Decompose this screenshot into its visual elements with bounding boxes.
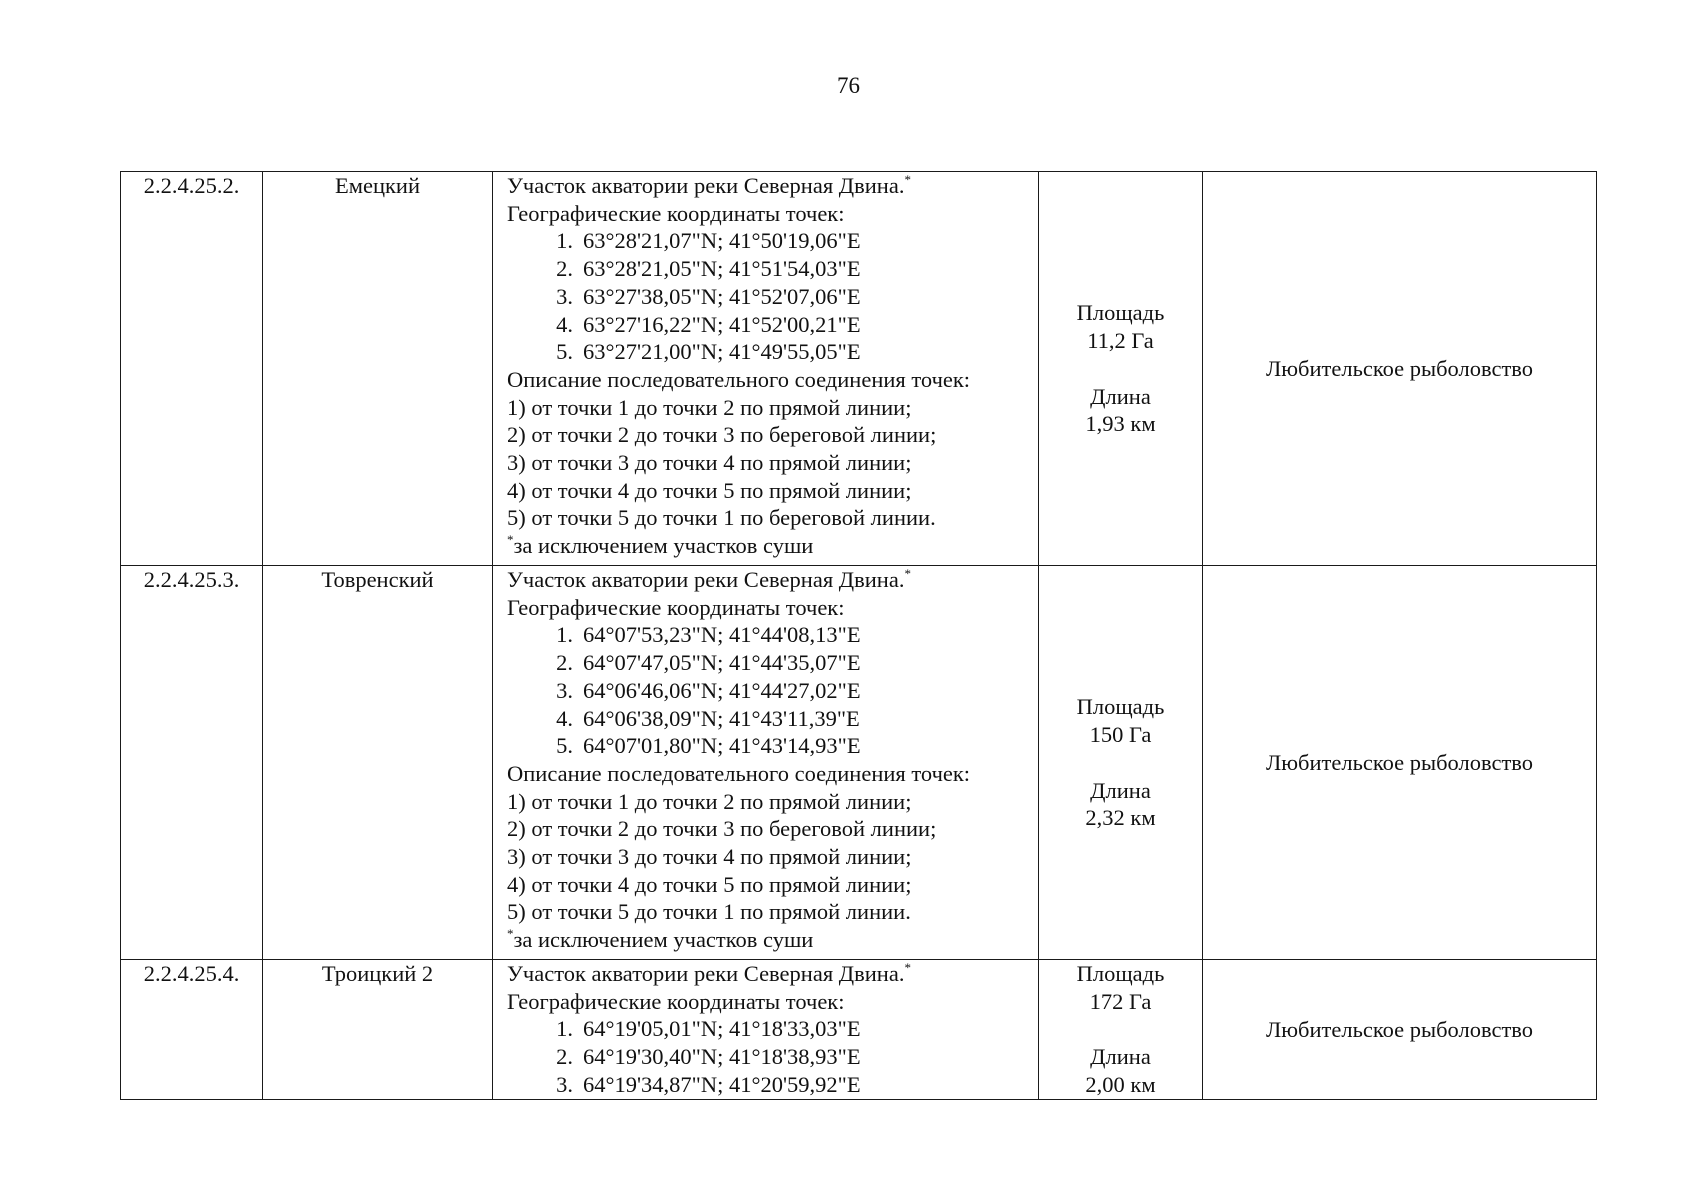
usage-type: Любительское рыболовство bbox=[1203, 566, 1597, 960]
area-name: Товренский bbox=[263, 566, 493, 960]
list-item bbox=[549, 227, 1034, 255]
description-title-line bbox=[507, 566, 1034, 594]
area-description bbox=[493, 172, 1039, 566]
coordinate-value: 64°07'53,23"N; 41°44'08,13"E bbox=[583, 622, 861, 648]
area-value: 150 Га bbox=[1089, 721, 1152, 747]
connection-step: 1) от точки 1 до точки 2 по прямой линии; bbox=[507, 394, 912, 420]
description-title: Участок акватории реки Северная Двина. bbox=[507, 567, 905, 592]
coordinates-list bbox=[507, 1015, 1034, 1098]
list-item bbox=[549, 283, 1034, 311]
coordinate-index: 1. bbox=[556, 622, 573, 648]
area-parameters bbox=[1039, 172, 1203, 566]
description-title: Участок акватории реки Северная Двина. bbox=[507, 961, 905, 986]
coordinates-list bbox=[507, 621, 1034, 760]
connection-label: Описание последовательного соединения точек: bbox=[507, 366, 971, 392]
connection-step: 4) от точки 4 до точки 5 по прямой линии; bbox=[507, 871, 912, 897]
connection-label: Описание последовательного соединения точек: bbox=[507, 760, 971, 786]
coordinate-value: 64°06'46,06"N; 41°44'27,02"E bbox=[583, 677, 861, 703]
description-title: Участок акватории реки Северная Двина. bbox=[507, 173, 905, 198]
connection-step: 2) от точки 2 до точки 3 по береговой линии; bbox=[507, 422, 937, 448]
connection-step: 3) от точки 3 до точки 4 по прямой линии; bbox=[507, 844, 912, 870]
coordinate-index: 5. bbox=[556, 733, 573, 759]
coordinate-index: 1. bbox=[556, 228, 573, 254]
footnote-line bbox=[507, 532, 1034, 560]
fishing-areas-table bbox=[120, 171, 1597, 1100]
list-item bbox=[549, 649, 1034, 677]
coordinate-index: 4. bbox=[556, 311, 573, 337]
connection-step: 2) от точки 2 до точки 3 по береговой линии; bbox=[507, 816, 937, 842]
list-item bbox=[549, 621, 1034, 649]
param-spacer bbox=[1039, 1015, 1202, 1043]
coordinates-label: Географические координаты точек: bbox=[507, 988, 845, 1014]
description-title-line bbox=[507, 960, 1034, 988]
coordinate-index: 3. bbox=[556, 283, 573, 309]
list-item bbox=[549, 1071, 1034, 1099]
length-label: Длина bbox=[1090, 777, 1151, 803]
footnote-text: за исключением участков суши bbox=[513, 927, 814, 953]
coordinate-index: 3. bbox=[556, 1071, 573, 1097]
usage-type: Любительское рыболовство bbox=[1203, 172, 1597, 566]
coordinates-label: Географические координаты точек: bbox=[507, 200, 845, 226]
table-row bbox=[121, 960, 1597, 1100]
coordinate-value: 64°06'38,09"N; 41°43'11,39"E bbox=[583, 705, 860, 731]
coordinate-index: 2. bbox=[556, 650, 573, 676]
coordinate-value: 64°19'30,40"N; 41°18'38,93"E bbox=[583, 1044, 861, 1070]
coordinate-value: 64°07'01,80"N; 41°43'14,93"E bbox=[583, 733, 861, 759]
usage-type: Любительское рыболовство bbox=[1203, 960, 1597, 1100]
connection-step: 5) от точки 5 до точки 1 по береговой линии. bbox=[507, 505, 936, 531]
list-item bbox=[549, 1043, 1034, 1071]
footnote-marker: * bbox=[904, 960, 911, 975]
coordinate-value: 63°28'21,07"N; 41°50'19,06"E bbox=[583, 228, 861, 254]
connection-step: 1) от точки 1 до точки 2 по прямой линии; bbox=[507, 788, 912, 814]
length-value: 2,00 км bbox=[1085, 1072, 1156, 1098]
list-item bbox=[549, 705, 1034, 733]
coordinate-index: 1. bbox=[556, 1016, 573, 1042]
param-spacer bbox=[1039, 749, 1202, 777]
length-value: 1,93 км bbox=[1085, 411, 1156, 437]
coordinate-index: 2. bbox=[556, 256, 573, 282]
coordinate-value: 63°27'16,22"N; 41°52'00,21"E bbox=[583, 311, 861, 337]
area-label: Площадь bbox=[1076, 961, 1165, 986]
length-label: Длина bbox=[1090, 383, 1151, 409]
area-value: 172 Га bbox=[1089, 988, 1152, 1014]
row-number: 2.2.4.25.2. bbox=[121, 172, 263, 566]
footnote-line bbox=[507, 926, 1034, 954]
area-parameters bbox=[1039, 960, 1203, 1100]
area-parameters bbox=[1039, 566, 1203, 960]
coordinate-index: 5. bbox=[556, 339, 573, 365]
area-name: Емецкий bbox=[263, 172, 493, 566]
list-item bbox=[549, 255, 1034, 283]
coordinate-index: 3. bbox=[556, 677, 573, 703]
footnote-marker: * bbox=[507, 926, 514, 942]
coordinate-value: 63°28'21,05"N; 41°51'54,03"E bbox=[583, 256, 861, 282]
area-value: 11,2 Га bbox=[1087, 327, 1154, 353]
area-description bbox=[493, 960, 1039, 1100]
length-value: 2,32 км bbox=[1085, 805, 1156, 831]
footnote-marker: * bbox=[507, 532, 514, 548]
list-item bbox=[549, 1015, 1034, 1043]
coordinate-index: 2. bbox=[556, 1044, 573, 1070]
table-row bbox=[121, 566, 1597, 960]
connection-step: 3) от точки 3 до точки 4 по прямой линии; bbox=[507, 450, 912, 476]
row-number: 2.2.4.25.3. bbox=[121, 566, 263, 960]
coordinates-list bbox=[507, 227, 1034, 366]
list-item bbox=[549, 732, 1034, 760]
footnote-marker: * bbox=[904, 172, 911, 187]
footnote-text: за исключением участков суши bbox=[513, 533, 814, 559]
coordinate-value: 64°19'05,01"N; 41°18'33,03"E bbox=[583, 1016, 861, 1042]
area-label: Площадь bbox=[1076, 300, 1165, 326]
table-row bbox=[121, 172, 1597, 566]
coordinate-value: 64°19'34,87"N; 41°20'59,92"E bbox=[583, 1071, 861, 1097]
area-description bbox=[493, 566, 1039, 960]
list-item bbox=[549, 311, 1034, 339]
coordinate-value: 64°07'47,05"N; 41°44'35,07"E bbox=[583, 650, 861, 676]
list-item bbox=[549, 338, 1034, 366]
length-label: Длина bbox=[1090, 1044, 1151, 1070]
footnote-marker: * bbox=[904, 566, 911, 581]
list-item bbox=[549, 677, 1034, 705]
param-spacer bbox=[1039, 355, 1202, 383]
coordinates-label: Географические координаты точек: bbox=[507, 594, 845, 620]
row-number: 2.2.4.25.4. bbox=[121, 960, 263, 1100]
area-name: Троицкий 2 bbox=[263, 960, 493, 1100]
coordinate-index: 4. bbox=[556, 705, 573, 731]
connection-step: 4) от точки 4 до точки 5 по прямой линии; bbox=[507, 477, 912, 503]
area-label: Площадь bbox=[1076, 694, 1165, 720]
coordinate-value: 63°27'38,05"N; 41°52'07,06"E bbox=[583, 283, 861, 309]
coordinate-value: 63°27'21,00"N; 41°49'55,05"E bbox=[583, 339, 861, 365]
page-number: 76 bbox=[837, 73, 860, 98]
connection-step: 5) от точки 5 до точки 1 по прямой линии. bbox=[507, 899, 911, 925]
description-title-line bbox=[507, 172, 1034, 200]
